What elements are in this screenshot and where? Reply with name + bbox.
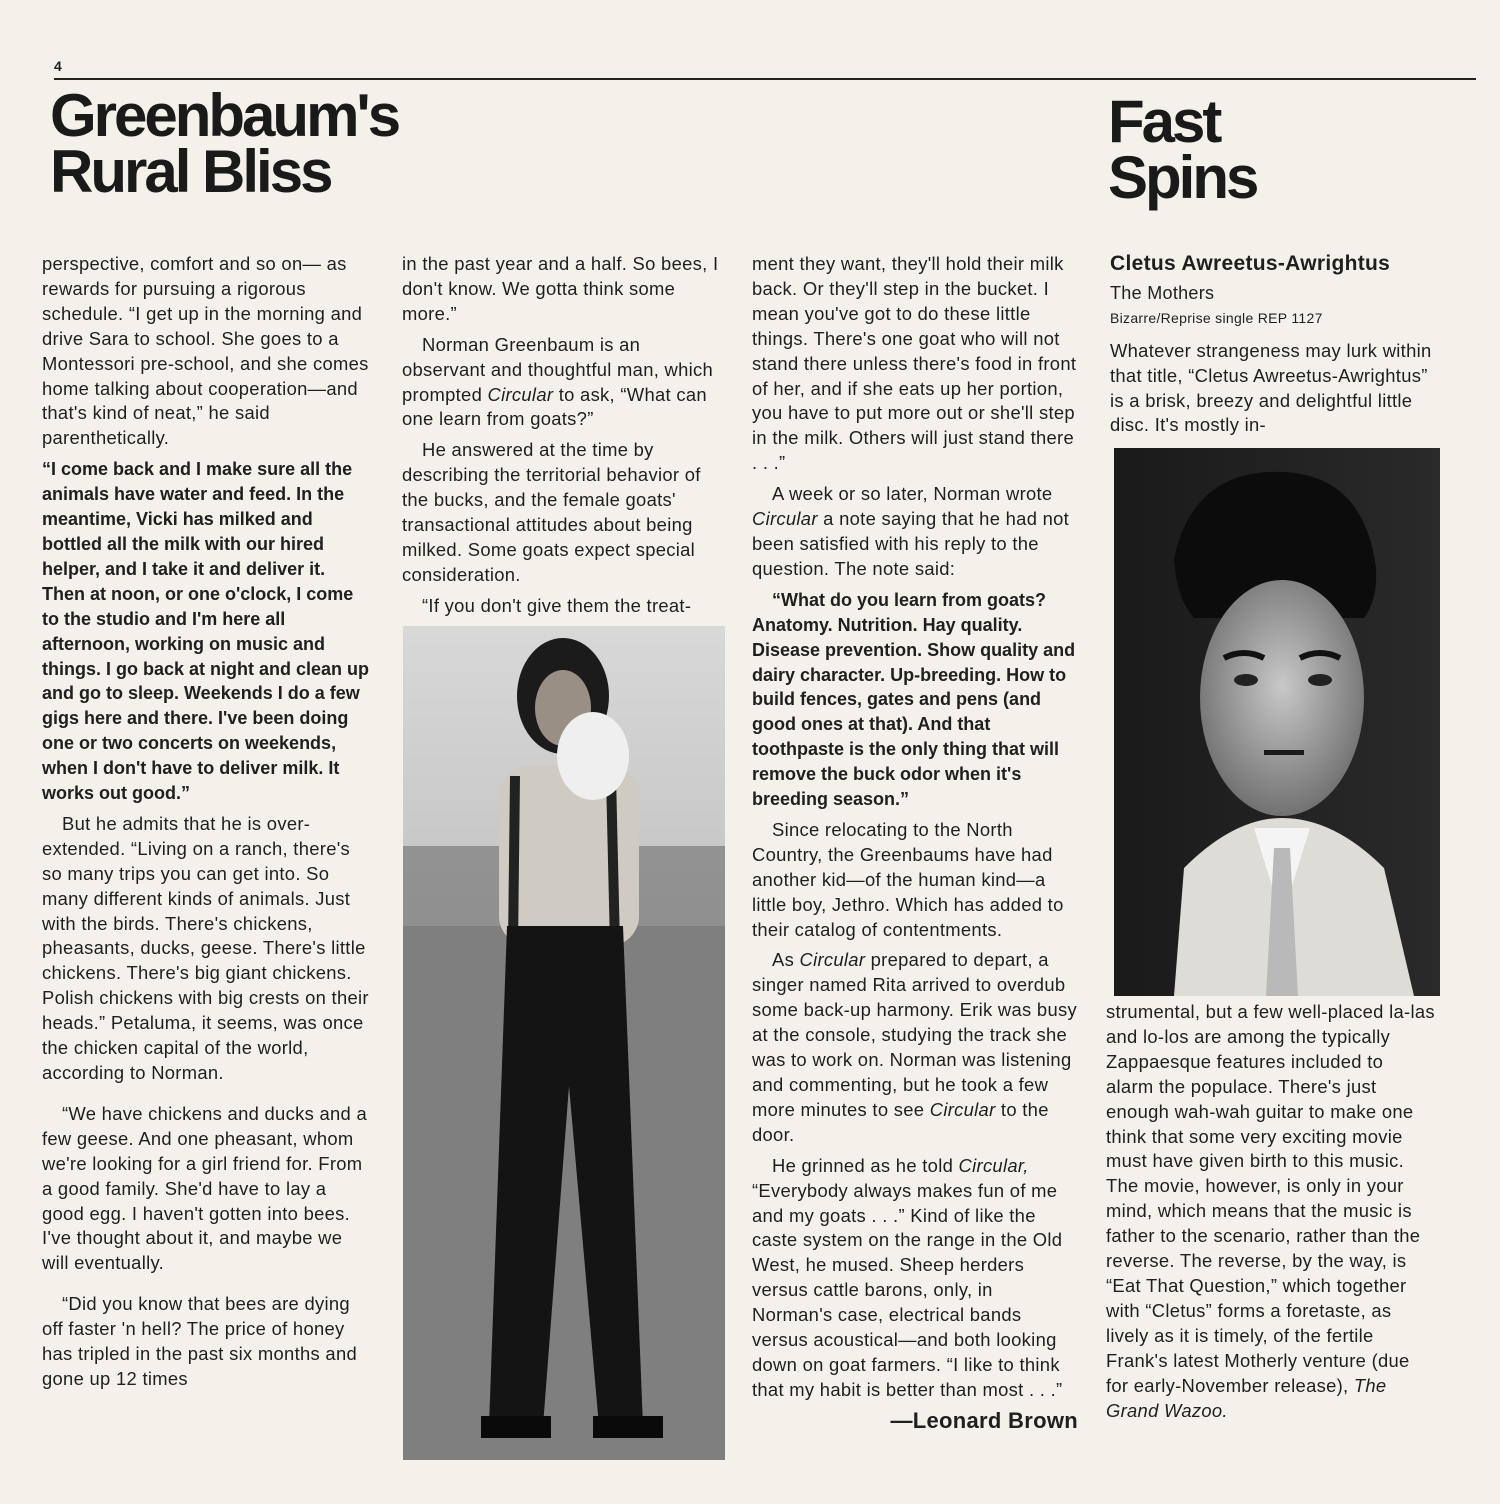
paragraph: He answered at the time by describing the territorial behavior of the bucks, and the female goats' transactional attitudes about being milked. Some goats expect special consideration. xyxy=(402,439,701,585)
text-run: “Everybody always makes fun of me and my goats . . .” Kind of like the caste system on the range in the Old West, he mused. Sheep herders versus cattle barons, only, in Norman's case, electrical bands versus acoustical—and both looking down on goat farmers. “I like to think that my habit is better than most . . .” xyxy=(752,1179,1063,1400)
album-title: The Grand Wazoo. xyxy=(1106,1374,1387,1421)
bold-quote-paragraph: “I come back and I make sure all the animals have water and feed. In the meantime, Vicki has milked and bottled all the milk with our hired helper, and I take it and deliver it. Then at noon, or one o'clock, I come to the studio and I'm here all afternoon, working on music and things. I go back at night and clean up and go to sleep. Weekends I do a few gigs here and there. I've been doing one or two concerts on weekends, when I don't have to deliver milk. It works out good.” xyxy=(42,459,370,804)
section-headline-line-1: Fast xyxy=(1108,88,1220,155)
text-run: A week or so later, Norman wrote xyxy=(772,483,1053,505)
paragraph xyxy=(752,1154,1078,1403)
text-run: Norman Greenbaum is an observant and thoughtful man, which prompted xyxy=(402,333,714,405)
paragraph: perspective, comfort and so on— as rewards for pursuing a rigorous schedule. “I get up in the morning and drive Sara to school. She goes to a Montessori pre-school, and she comes home talking about cooperation—and that's kind of neat,” he said parenthetically. xyxy=(42,253,369,449)
zappa-portrait-image xyxy=(1114,448,1440,996)
headline-line-2: Rural Bliss xyxy=(50,138,331,205)
article-column-3 xyxy=(752,252,1078,1434)
publication-name: Circular xyxy=(929,1098,996,1120)
paragraph: Since relocating to the North Country, the Greenbaums have had another kid—of the human kind—a little boy, Jethro. Which has added to their catalog of contentments. xyxy=(752,818,1064,940)
zappa-portrait-photo xyxy=(1114,448,1440,996)
paragraph xyxy=(402,333,726,433)
paragraph xyxy=(752,482,1078,582)
article-column-1 xyxy=(42,252,372,1398)
article-column-2 xyxy=(402,252,726,625)
review-continuation xyxy=(1106,1000,1436,1423)
greenbaum-photo-image xyxy=(403,626,725,1460)
review-artist: The Mothers xyxy=(1110,282,1215,303)
paragraph: ment they want, they'll hold their milk back. Or they'll step in the bucket. I mean you've got to do these little things. There's one goat who will not stand there unless there's food in front of her, and if she eats up her portion, you have to put more out or she'll step in the milk. Others will just stand there . . .” xyxy=(752,253,1077,474)
text-run: He grinned as he told xyxy=(772,1154,959,1176)
paragraph: But he admits that he is over-extended. “Living on a ranch, there's so many trips you can get into. So many different kinds of animals. Just with the birds. There's chickens, pheasants, ducks, geese. There's little chickens. There's big giant chickens. Polish chickens with big crests on their heads.” Petaluma, it seems, was once the chicken capital of the world, according to Norman. xyxy=(42,812,369,1083)
publication-name: Circular xyxy=(799,949,866,971)
paragraph: “Did you know that bees are dying off faster 'n hell? The price of honey has tripled in the past six months and gone up 12 times xyxy=(42,1293,358,1389)
publication-name: Circular, xyxy=(958,1154,1029,1176)
headline-line-1: Greenbaum's xyxy=(50,82,399,149)
text-run: strumental, but a few well-placed la-las and lo-los are among the typically Zappaesque features included to alarm the populace. There's just enough wah-wah guitar to make one think that some very exciting movie must have given birth to this music. The movie, however, is only in your mind, which means that the music is father to the scenario, rather than the reverse. The reverse, by the way, is “Eat That Question,” which together with “Cletus” forms a foretaste, as lively as it is timely, of the fertile Frank's latest Motherly venture (due for early-November release), xyxy=(1106,1001,1435,1396)
paragraph xyxy=(1106,1000,1436,1423)
greenbaum-photo xyxy=(403,626,725,1460)
header-rule xyxy=(54,78,1476,80)
text-run: a note saying that he had not been satisfied with his reply to the question. The note said: xyxy=(752,508,1070,579)
section-headline xyxy=(1108,88,1257,211)
bold-quote-paragraph: “What do you learn from goats? Anatomy. Nutrition. Hay quality. Disease prevention. Show quality and dairy character. Up-breeding. How to build fences, gates and pens (and good ones at that). And that toothpaste is the only thing that will remove the buck odor when it's breeding season.” xyxy=(752,589,1076,810)
text-run: to ask, “What can one learn from goats?” xyxy=(402,383,707,430)
review-label: Bizarre/Reprise single REP 1127 xyxy=(1110,309,1323,326)
publication-name: Circular xyxy=(752,508,818,530)
review-title: Cletus Awreetus-Awrightus xyxy=(1110,252,1391,275)
author-byline: —Leonard Brown xyxy=(890,1407,1078,1433)
publication-name: Circular xyxy=(487,383,554,405)
article-headline xyxy=(50,82,399,205)
review-column xyxy=(1106,252,1436,444)
section-headline-line-2: Spins xyxy=(1108,144,1257,211)
paragraph: “If you don't give them the treat- xyxy=(422,594,692,616)
text-run: to the door. xyxy=(752,1098,1049,1145)
paragraph xyxy=(752,948,1078,1147)
paragraph: in the past year and a half. So bees, I don't know. We gotta think some more.” xyxy=(402,253,719,324)
paragraph: Whatever strangeness may lurk within that title, “Cletus Awreetus-Awrightus” is a brisk, breezy and delightful little disc. It's mostly in- xyxy=(1110,339,1432,436)
page-number: 4 xyxy=(54,58,62,74)
text-run: prepared to depart, a singer named Rita arrived to overdub some back-up harmony. Erik was busy at the console, studying the track she was to work on. Norman was listening and commenting, but he took a few more minutes to see xyxy=(752,949,1077,1120)
text-run: As xyxy=(772,949,800,971)
paragraph: “We have chickens and ducks and a few geese. And one pheasant, whom we're looking for a girl friend for. From a good family. She'd have to lay a good egg. I haven't gotten into bees. I've thought about it, and maybe we will eventually. xyxy=(42,1102,368,1274)
